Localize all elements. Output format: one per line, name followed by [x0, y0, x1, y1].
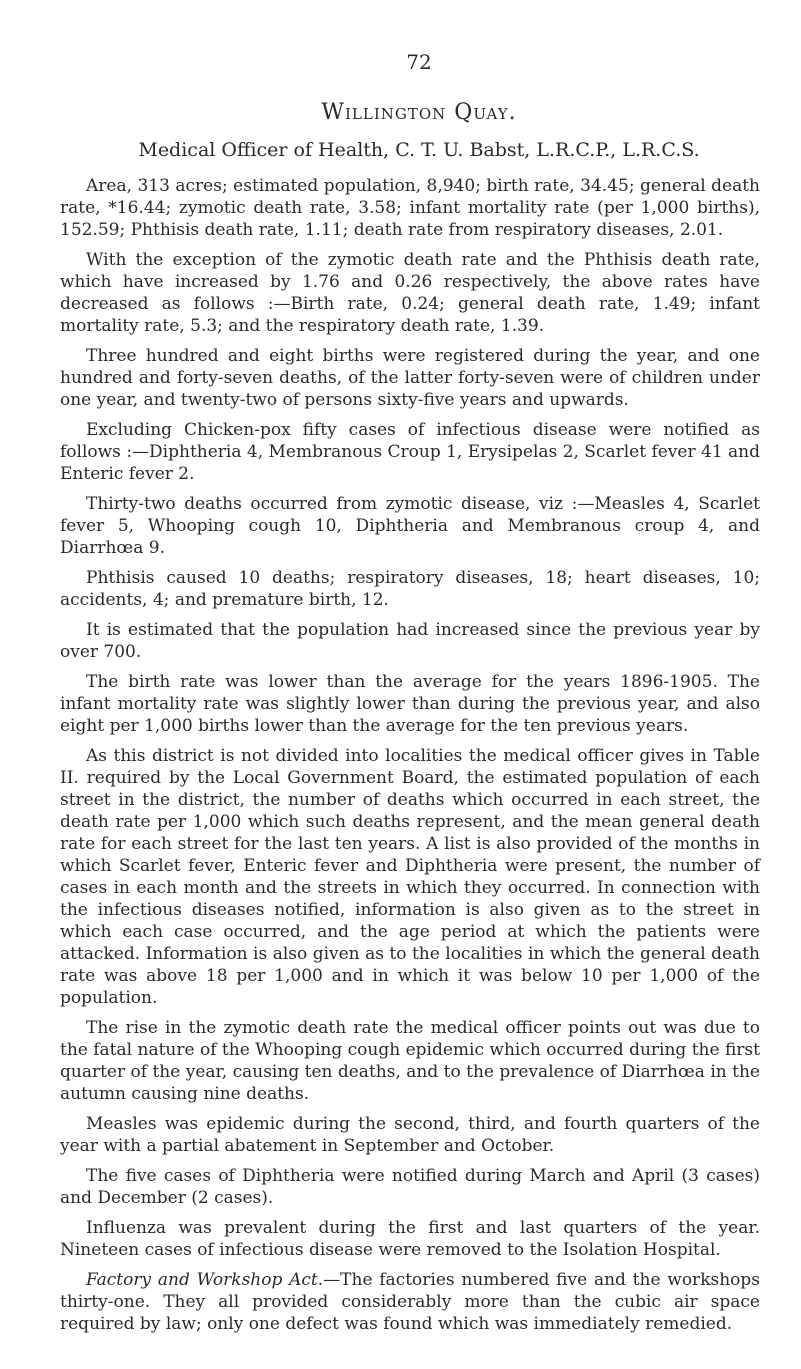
paragraph-table-ii: As this district is not divided into localities the medical officer gives in Table II. required by the Local Government Board, the estimated population of each street in the district, the number of deaths which occurred in each street, the death rate per 1,000 which such deaths represent, and the mean general death rate for each street for the last ten years. A list is also provided of the months in which Scarlet fever, Enteric fever and Diphtheria were present, the number of cases in each month and the streets in which they occurred. In connection with the infectious diseases notified, information is also given as to the street in which each case occurred, and the age period at which the patients were attacked. Information is also given as to the localities in which the general death rate was above 18 per 1,000 and in which it was below 10 per 1,000 of the population. [60, 746, 760, 1008]
paragraph-rate-changes: With the exception of the zymotic death rate and the Phthisis death rate, which have increased by 1.76 and 0.26 respectively, the above rates have decreased as follows :—Birth rate, 0.24; general death rate, 1.49; infant mortality rate, 5.3; and the respiratory death rate, 1.39. [60, 250, 760, 336]
paragraph-zymotic-rise: The rise in the zymotic death rate the medical officer points out was due to the fatal nature of the Whooping cough epidemic which occurred during the first quarter of the year, causing ten deaths, and to the prevalence of Diarrhœa in the autumn causing nine deaths. [60, 1018, 760, 1104]
paragraph-population-increase: It is estimated that the population had increased since the previous year by over 700. [60, 620, 760, 662]
paragraph-statistics: Area, 313 acres; estimated population, 8,940; birth rate, 34.45; general death rate, *16.44; zymotic death rate, 3.58; infant mortality rate (per 1,000 births), 152.59; Phthisis death rate, 1.11; death rate from respiratory diseases, 2.01. [60, 176, 760, 240]
medical-officer-line: Medical Officer of Health, C. T. U. Babst, L.R.C.P., L.R.C.S. [138, 139, 700, 161]
paragraph-zymotic-deaths: Thirty-two deaths occurred from zymotic disease, viz :—Measles 4, Scarlet fever 5, Whooping cough 10, Diphtheria and Membranous croup 4, and Diarrhœa 9. [60, 494, 760, 558]
paragraph-influenza: Influenza was prevalent during the first and last quarters of the year. Nineteen cases of infectious disease were removed to the Isolation Hospital. [60, 1218, 760, 1260]
paragraph-infectious-notified: Excluding Chicken-pox fifty cases of infectious disease were notified as follows :—Diphtheria 4, Membranous Croup 1, Erysipelas 2, Scarlet fever 41 and Enteric fever 2. [60, 420, 761, 484]
factory-act-text: —The factories numbered five and the workshops thirty-one. They all provided considerably more than the cubic air space required by law; only one defect was found which was immediately remedied. [60, 1270, 761, 1334]
paragraph-factory-act [60, 1269, 760, 1335]
paragraph-measles: Measles was epidemic during the second, third, and fourth quarters of the year with a partial abatement in September and October. [60, 1114, 760, 1156]
page-number: 72 [406, 50, 432, 74]
paragraph-diphtheria: The five cases of Diphtheria were notified during March and April (3 cases) and December (2 cases). [60, 1166, 760, 1208]
district-title: Willington Quay. [321, 100, 517, 125]
paragraph-births-deaths: Three hundred and eight births were registered during the year, and one hundred and forty-seven deaths, of the latter forty-seven were of children under one year, and twenty-two of persons sixty-five years and upwards. [60, 346, 760, 410]
paragraph-other-deaths: Phthisis caused 10 deaths; respiratory diseases, 18; heart diseases, 10; accidents, 4; and premature birth, 12. [60, 568, 760, 610]
paragraph-birth-rate: The birth rate was lower than the average for the years 1896-1905. The infant mortality rate was slightly lower than during the previous year, and also eight per 1,000 births lower than the average for the ten previous years. [60, 672, 760, 736]
document-page [60, 50, 760, 1343]
factory-act-heading: Factory and Workshop Act. [86, 1270, 324, 1290]
